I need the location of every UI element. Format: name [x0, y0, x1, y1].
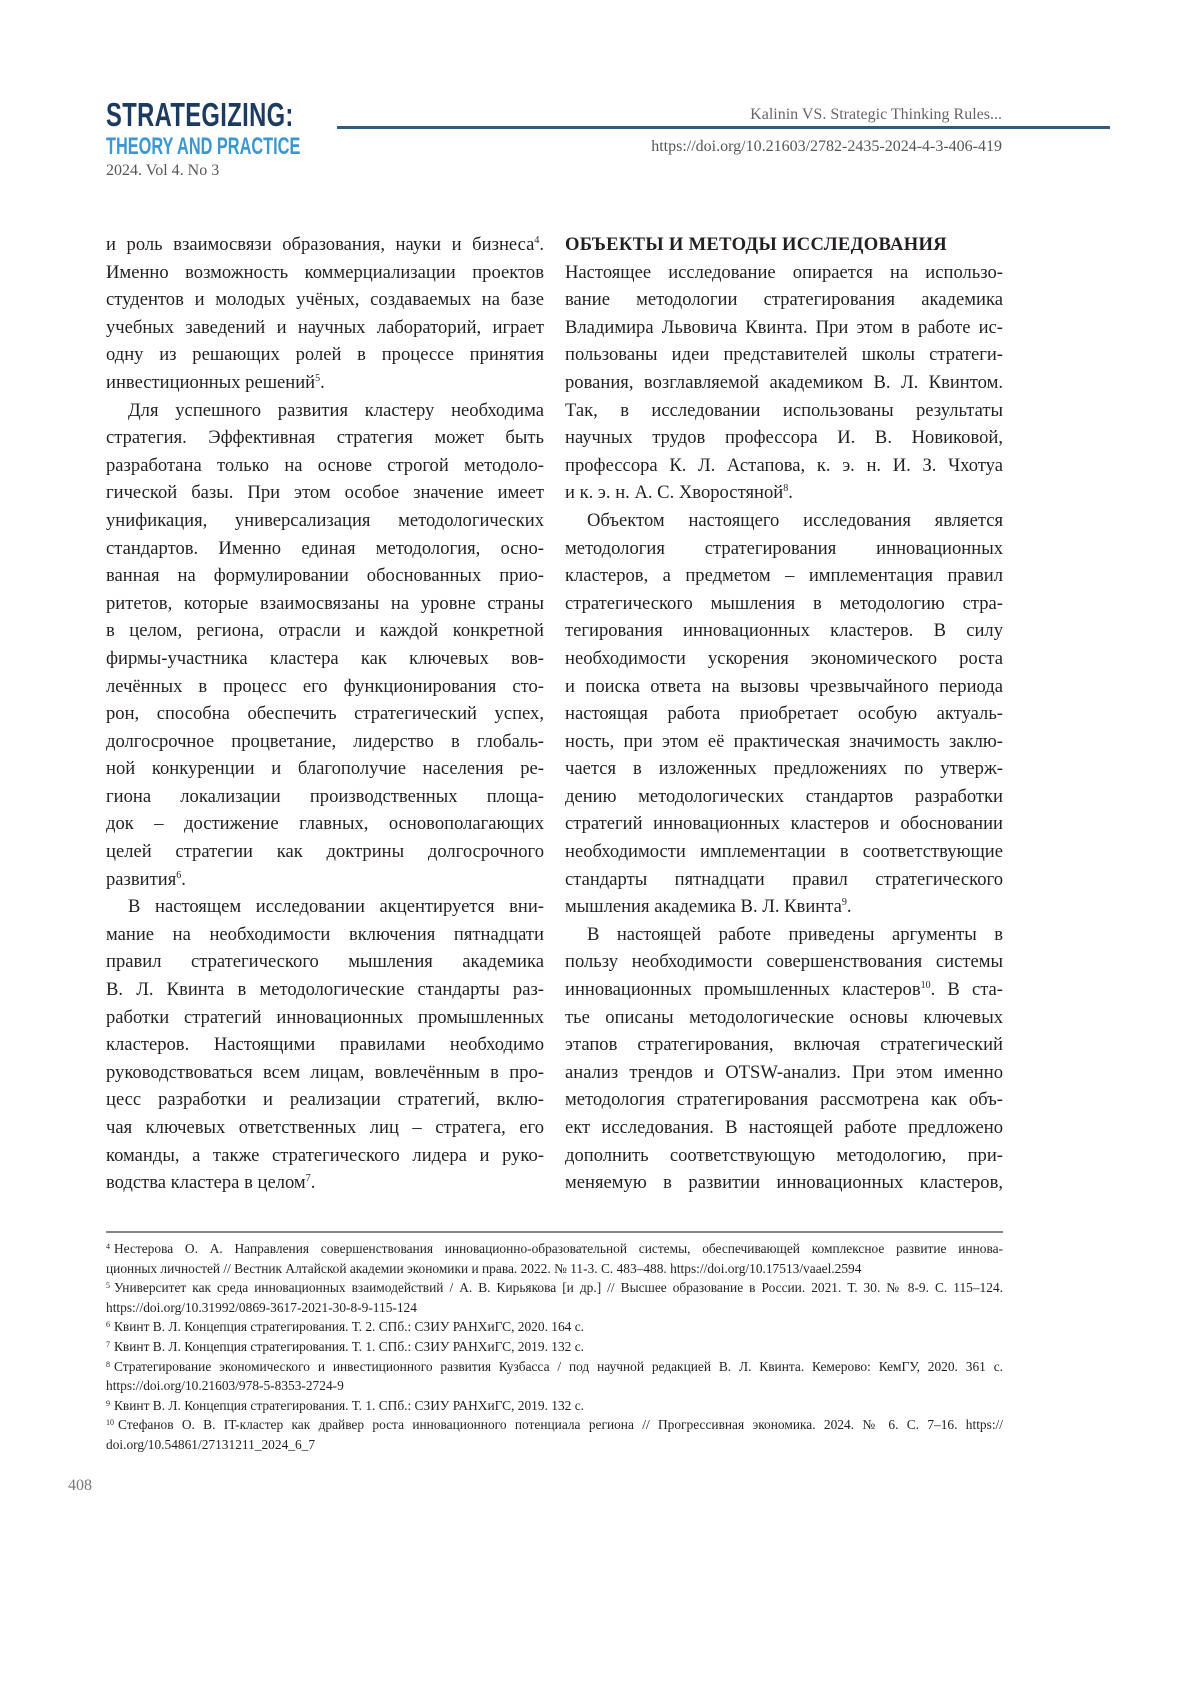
text-line: [106, 866, 544, 894]
line-text: этапов стратегирования, включая стратегический: [565, 1034, 1003, 1055]
line-text: мание на необходимости включения пятнадцати: [106, 924, 544, 945]
line-text: стратегия. Эффективная стратегия может быть: [106, 427, 544, 448]
line-text: В настоящем исследовании акцентируется вни-: [128, 896, 544, 917]
line-text: тегирования инновационных кластеров. В силу: [565, 620, 1003, 641]
line-text: пользованы идеи представителей школы стратеги-: [565, 344, 1003, 365]
line-text: Так, в исследовании использованы результаты: [565, 400, 1003, 421]
text-line: [565, 397, 1003, 425]
line-text: работки стратегий инновационных промышленных: [106, 1007, 544, 1028]
line-text: дению методологических стандартов разработки: [565, 786, 1003, 807]
line-text: кластеров. Настоящими правилами необходимо: [106, 1034, 544, 1055]
issue-info: 2024. Vol 4. No 3: [106, 162, 219, 180]
paragraph: [106, 397, 544, 894]
line-text: чается в изложенных предложениях по утверж-: [565, 758, 1003, 779]
line-text: рования, возглавляемой академиком В. Л. Квинтом.: [565, 372, 1003, 393]
text-line: [565, 838, 1003, 866]
article-doi-link[interactable]: https://doi.org/10.21603/2782-2435-2024-4-3-406-419: [651, 138, 1002, 156]
line-text: . В ста-: [931, 979, 1003, 1000]
text-line: [106, 1142, 544, 1170]
line-text: необходимости ускорения экономического роста: [565, 648, 1003, 669]
line-text: кластеров, а предметом – имплементация правил: [565, 565, 1003, 586]
line-text: рон, способна обеспечить стратегический успех,: [106, 703, 544, 724]
text-line: [106, 838, 544, 866]
line-text: и к. э. н. А. С. Хворостяной: [565, 482, 783, 503]
footnote-line: [106, 1298, 1003, 1318]
line-text: стратегий инновационных кластеров и обосновании: [565, 813, 1003, 834]
line-text: мышления академика В. Л. Квинта: [565, 896, 842, 917]
text-line: [565, 1059, 1003, 1087]
text-line: [106, 645, 544, 673]
text-line: [565, 286, 1003, 314]
journal-subtitle: THEORY AND PRACTICE: [106, 133, 300, 161]
line-text: Владимира Львовича Квинта. При этом в работе ис-: [565, 317, 1003, 338]
footnote-text: https://doi.org/10.21603/978-5-8353-2724-9: [106, 1378, 344, 1393]
footnote-ref[interactable]: 8: [783, 483, 788, 494]
line-text: ритетов, которые взаимосвязаны на уровне страны: [106, 593, 544, 614]
line-text: .: [181, 869, 186, 890]
footnote-line: [106, 1239, 1003, 1259]
text-line: [106, 535, 544, 563]
line-text: Именно возможность коммерциализации проектов: [106, 262, 544, 283]
text-line: [565, 1004, 1003, 1032]
text-line: [106, 783, 544, 811]
line-text: .: [311, 1172, 316, 1193]
line-text: Настоящее исследование опирается на использо-: [565, 262, 1003, 283]
text-line: [106, 286, 544, 314]
line-text: и роль взаимосвязи образования, науки и бизнеса: [106, 234, 534, 255]
footnote-ref[interactable]: 6: [176, 870, 181, 881]
paragraph: [565, 507, 1003, 921]
text-line: [106, 810, 544, 838]
footnote-6: [106, 1317, 1003, 1337]
text-line: [565, 369, 1003, 397]
text-line: [565, 810, 1003, 838]
line-text: учебных заведений и научных лабораторий, играет: [106, 317, 544, 338]
text-line: [565, 755, 1003, 783]
footnote-number: 10: [106, 1418, 114, 1427]
footnote-line: [106, 1317, 1003, 1337]
line-text: фирмы-участника кластера как ключевых вов-: [106, 648, 544, 669]
footnote-number: 7: [106, 1340, 110, 1349]
line-text: лечённых в процесс его функционирования сто-: [106, 676, 544, 697]
text-line: [106, 369, 544, 397]
text-line: [106, 921, 544, 949]
paragraph: [565, 259, 1003, 507]
text-line: [565, 976, 1003, 1004]
line-text: разработана только на основе строгой методоло-: [106, 455, 544, 476]
line-text: долгосрочное процветание, лидерство в глобаль-: [106, 731, 544, 752]
line-text: стандартов. Именно единая методология, осно-: [106, 538, 544, 559]
footnote-divider: [106, 1231, 1003, 1233]
footnote-text: doi.org/10.54861/27131211_2024_6_7: [106, 1437, 315, 1452]
footnote-number: 8: [106, 1360, 110, 1369]
text-line: [106, 452, 544, 480]
line-text: цесс разработки и реализации стратегий, вклю-: [106, 1089, 544, 1110]
text-line: [565, 424, 1003, 452]
line-text: настоящая работа приобретает особую актуаль-: [565, 703, 1003, 724]
footnotes: [106, 1239, 1003, 1455]
footnote-line: [106, 1259, 1003, 1279]
text-line: [106, 562, 544, 590]
text-line: [106, 976, 544, 1004]
footnote-text: https://doi.org/10.31992/0869-3617-2021-30-8-9-115-124: [106, 1300, 417, 1315]
footnote-number: 5: [106, 1281, 110, 1290]
footnote-ref[interactable]: 9: [842, 897, 847, 908]
text-line: [565, 948, 1003, 976]
text-line: [565, 452, 1003, 480]
footnote-line: [106, 1415, 1003, 1435]
footnote-line: [106, 1278, 1003, 1298]
running-title: Kalinin VS. Strategic Thinking Rules...: [750, 106, 1002, 124]
text-line: [565, 700, 1003, 728]
footnote-line: [106, 1435, 1003, 1455]
section-heading: ОБЪЕКТЫ И МЕТОДЫ ИССЛЕДОВАНИЯ: [565, 231, 1003, 259]
footnote-number: 9: [106, 1399, 110, 1408]
text-line: [565, 673, 1003, 701]
text-line: [565, 314, 1003, 342]
line-text: ванная на формулировании обоснованных прио-: [106, 565, 544, 586]
paragraph: [106, 231, 544, 397]
text-line: [106, 479, 544, 507]
text-line: [106, 1169, 544, 1197]
text-line: [565, 921, 1003, 949]
text-line: [565, 783, 1003, 811]
line-text: необходимости имплементации в соответствующие: [565, 841, 1003, 862]
text-line: [106, 507, 544, 535]
text-line: [106, 617, 544, 645]
left-column: [106, 231, 544, 1197]
journal-title: STRATEGIZING:: [106, 96, 294, 134]
line-text: профессора К. Л. Астапова, к. э. н. И. З. Чхотуа: [565, 455, 1003, 476]
line-text: в целом, региона, отрасли и каждой конкретной: [106, 620, 544, 641]
text-line: [565, 1114, 1003, 1142]
paragraph: [106, 893, 544, 1197]
text-line: [106, 948, 544, 976]
line-text: стандарты пятнадцати правил стратегического: [565, 869, 1003, 890]
line-text: инвестиционных решений: [106, 372, 315, 393]
line-text: гической базы. При этом особое значение имеет: [106, 482, 544, 503]
text-line: [106, 1031, 544, 1059]
line-text: ект исследования. В настоящей работе предложено: [565, 1117, 1003, 1138]
line-text: В. Л. Квинта в методологические стандарты раз-: [106, 979, 544, 1000]
text-line: [106, 341, 544, 369]
footnote-text: Нестерова О. А. Направления совершенствования инновационно-образовательной системы, обеспечивающей комплексное развитие иннова-: [114, 1241, 1003, 1256]
line-text: В настоящей работе приведены аргументы в: [587, 924, 1003, 945]
footnote-text: Стефанов О. В. IT-кластер как драйвер роста инновационного потенциала региона // Прогрессивная экономика. 2024. № 6. С. 7–16. https://: [118, 1417, 1003, 1432]
line-text: дополнить соответствующую методологию, при-: [565, 1145, 1003, 1166]
line-text: чая ключевых ответственных лиц – стратега, его: [106, 1117, 544, 1138]
footnote-text: Квинт В. Л. Концепция стратегирования. Т. 1. СПб.: СЗИУ РАНХиГС, 2019. 132 с.: [114, 1339, 584, 1354]
text-line: [565, 1142, 1003, 1170]
text-line: [106, 259, 544, 287]
footnote-7: [106, 1337, 1003, 1357]
text-line: [565, 535, 1003, 563]
footnote-line: [106, 1357, 1003, 1377]
line-text: унификация, универсализация методологических: [106, 510, 544, 531]
text-line: [565, 1086, 1003, 1114]
text-line: [106, 1086, 544, 1114]
text-line: [106, 424, 544, 452]
line-text: меняемую в развитии инновационных кластеров,: [565, 1172, 1003, 1193]
text-line: [565, 645, 1003, 673]
text-line: [106, 893, 544, 921]
line-text: и поиска ответа на вызовы чрезвычайного периода: [565, 676, 1003, 697]
footnote-number: 4: [106, 1242, 110, 1251]
paragraph: [565, 921, 1003, 1197]
line-text: анализ трендов и OTSW-анализ. При этом именно: [565, 1062, 1003, 1083]
line-text: .: [320, 372, 325, 393]
text-line: [106, 755, 544, 783]
line-text: вание методологии стратегирования академика: [565, 289, 1003, 310]
line-text: док – достижение главных, основополагающих: [106, 813, 544, 834]
footnote-line: [106, 1337, 1003, 1357]
right-column: [565, 231, 1003, 1197]
page-number: 408: [68, 1477, 92, 1495]
text-line: [106, 1059, 544, 1087]
footnote-5: [106, 1278, 1003, 1317]
line-text: руководствоваться всем лицам, вовлечённым в про-: [106, 1062, 544, 1083]
text-line: [106, 397, 544, 425]
text-line: [565, 617, 1003, 645]
footnote-ref[interactable]: 5: [315, 373, 320, 384]
footnote-ref[interactable]: 7: [306, 1173, 311, 1184]
line-text: Для успешного развития кластеру необходима: [128, 400, 544, 421]
text-line: [565, 507, 1003, 535]
text-line: [106, 673, 544, 701]
footnote-ref[interactable]: 4: [534, 235, 539, 246]
text-line: [565, 341, 1003, 369]
text-line: [565, 893, 1003, 921]
line-text: гиона локализации производственных площа-: [106, 786, 544, 807]
footnote-number: 6: [106, 1320, 110, 1329]
footnote-text: ционных личностей // Вестник Алтайской академии экономики и права. 2022. № 11-3. С. 483–488. https://doi.org/10.17513/vaael.2594: [106, 1261, 861, 1276]
line-text: инновационных промышленных кластеров: [565, 979, 921, 1000]
footnote-10: [106, 1415, 1003, 1454]
text-line: [106, 231, 544, 259]
text-line: [565, 728, 1003, 756]
footnote-ref[interactable]: 10: [921, 980, 931, 991]
line-text: .: [539, 234, 544, 255]
line-text: тье описаны методологические основы ключевых: [565, 1007, 1003, 1028]
line-text: студентов и молодых учёных, создаваемых на базе: [106, 289, 544, 310]
line-text: ной конкуренции и благополучие населения ре-: [106, 758, 544, 779]
line-text: одну из решающих ролей в процессе принятия: [106, 344, 544, 365]
text-line: [106, 314, 544, 342]
text-line: [565, 590, 1003, 618]
text-line: [106, 700, 544, 728]
line-text: пользу необходимости совершенствования системы: [565, 951, 1003, 972]
text-line: [565, 866, 1003, 894]
text-line: [106, 1114, 544, 1142]
line-text: Объектом настоящего исследования является: [587, 510, 1003, 531]
line-text: .: [847, 896, 852, 917]
line-text: ность, при этом её практическая значимость заклю-: [565, 731, 1003, 752]
header-rule: [337, 126, 1110, 129]
footnote-line: [106, 1396, 1003, 1416]
text-line: [565, 1169, 1003, 1197]
footnote-text: Квинт В. Л. Концепция стратегирования. Т. 1. СПб.: СЗИУ РАНХиГС, 2019. 132 с.: [114, 1398, 584, 1413]
text-line: [106, 590, 544, 618]
footnote-8: [106, 1357, 1003, 1396]
text-line: [565, 479, 1003, 507]
footnote-9: [106, 1396, 1003, 1416]
line-text: водства кластера в целом: [106, 1172, 306, 1193]
text-line: [565, 562, 1003, 590]
footnote-text: Стратегирование экономического и инвестиционного развития Кузбасса / под научной редакцией В. Л. Квинта. Кемерово: КемГУ, 2020. 361 с.: [114, 1359, 1003, 1374]
line-text: стратегического мышления в методологию стра-: [565, 593, 1003, 614]
footnote-text: Квинт В. Л. Концепция стратегирования. Т. 2. СПб.: СЗИУ РАНХиГС, 2020. 164 с.: [114, 1319, 584, 1334]
footnote-4: [106, 1239, 1003, 1278]
line-text: развития: [106, 869, 176, 890]
line-text: методология стратегирования инновационных: [565, 538, 1003, 559]
footnote-text: Университет как среда инновационных взаимодействий / А. В. Кирьякова [и др.] // Высшее образование в России. 2021. Т. 30. № 8-9. С. 115–124.: [114, 1280, 1003, 1295]
text-line: [106, 1004, 544, 1032]
line-text: команды, а также стратегического лидера и руко-: [106, 1145, 544, 1166]
text-line: [106, 728, 544, 756]
line-text: методология стратегирования рассмотрена как объ-: [565, 1089, 1003, 1110]
footnote-line: [106, 1376, 1003, 1396]
text-line: [565, 259, 1003, 287]
line-text: целей стратегии как доктрины долгосрочного: [106, 841, 544, 862]
line-text: .: [788, 482, 793, 503]
line-text: научных трудов профессора И. В. Новиковой,: [565, 427, 1003, 448]
text-line: [565, 1031, 1003, 1059]
line-text: правил стратегического мышления академика: [106, 951, 544, 972]
